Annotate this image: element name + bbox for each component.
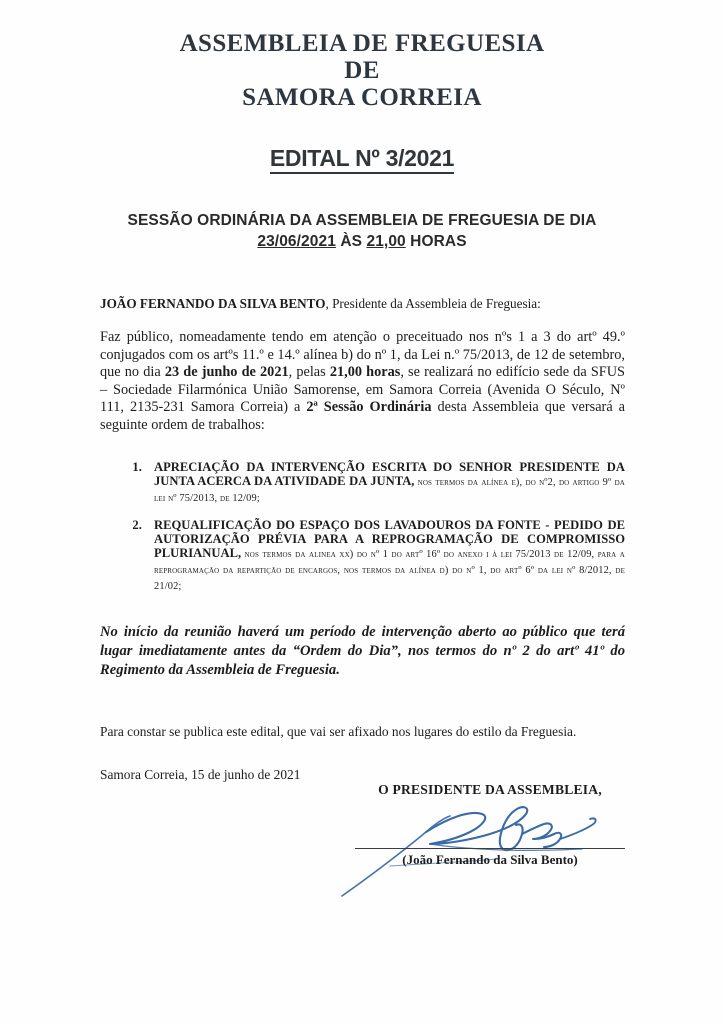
agenda-item-detail: nos termos da alinea xx) do nº 1 do artº 16º do anexo i à lei 75/2013 de 12/09, para a reprogramação da repartição de encargos, nos termos da alínea d) do nº 1, do artº 6º da lei nº 8/2012, de 21/02;: [154, 549, 625, 593]
handwritten-signature-icon: [330, 788, 640, 898]
signature-title: O PRESIDENTE DA ASSEMBLEIA,: [378, 782, 602, 797]
agenda-item: [145, 460, 625, 507]
agenda-list: [100, 460, 625, 595]
session-time: 21,00: [366, 233, 406, 250]
session-connector: ÀS: [335, 233, 367, 250]
preamble: [100, 296, 625, 312]
agenda-item-main: REQUALIFICAÇÃO DO ESPAÇO DOS LAVADOUROS DA FONTE - PEDIDO DE AUTORIZAÇÃO PRÉVIA PARA A REPROGRAMAÇÃO DE COMPROMISSO PLURIANUAL,: [154, 517, 625, 561]
session-suffix: HORAS: [405, 233, 467, 250]
public-intervention-notice: No início da reunião haverá um período de intervenção aberto ao público que terá lugar imediatamente antes da “Ordem do Dia”, nos termos do nº 2 do artº 41º do Regimento da Assembleia de Freguesia.: [100, 623, 625, 678]
main-paragraph-part-4: desta Assembleia que versará a seguinte ordem de trabalhos:: [100, 399, 626, 433]
session-date: 23/06/2021: [257, 233, 336, 250]
session-heading: [62, 210, 662, 252]
main-paragraph-part-1: Faz público, nomeadamente tendo em atenção o preceituado nos nºs 1 a 3 do artº 49.º conjugados com os artºs 11.º e 14.º alínea b) do nº 1, da Lei n.º 75/2013, de 12 de setembro, que no dia: [100, 329, 625, 380]
letterhead-line-3: SAMORA CORREIA: [242, 84, 482, 111]
main-paragraph-part-3: , se realizará no edifício sede da SFUS – Sociedade Filarmónica União Samorense, em Samora Correia (Avenida O Século, Nº 111, 2135-231 Samora Correia) a: [100, 364, 625, 415]
session-ordinal: 2ª Sessão Ordinária: [306, 399, 432, 415]
agenda-item-detail: nos termos da alínea e), do nº2, do artigo 9º da lei nº 75/2013, de 12/09;: [154, 477, 625, 505]
main-paragraph-part-2: , pelas: [288, 364, 330, 380]
edital-title-text: EDITAL Nº 3/2021: [270, 145, 454, 174]
letterhead: [0, 30, 724, 111]
meeting-date: 23 de junho de 2021: [164, 364, 289, 380]
document-body: [100, 296, 625, 783]
agenda-item: [145, 518, 625, 595]
main-paragraph: [100, 329, 625, 434]
closing-statement: Para constar se publica este edital, que vai ser afixado nos lugares do estilo da Freguesia.: [100, 723, 577, 739]
meeting-time: 21,00 horas: [329, 364, 401, 380]
letterhead-line-2: DE: [344, 57, 380, 84]
agenda-item-main: APRECIAÇÃO DA INTERVENÇÃO ESCRITA DO SENHOR PRESIDENTE DA JUNTA ACERCA DA ATIVIDADE DA JUNTA,: [154, 460, 625, 489]
edital-title: [0, 145, 724, 172]
president-role: , Presidente da Assembleia de Freguesia:: [325, 296, 541, 311]
signature-rule: [355, 848, 625, 849]
signature-block: [340, 782, 640, 902]
letterhead-line-1: ASSEMBLEIA DE FREGUESIA: [179, 30, 545, 57]
signature-name: (João Fernando da Silva Bento): [402, 852, 578, 867]
president-name: JOÃO FERNANDO DA SILVA BENTO: [100, 296, 326, 311]
place-and-date: Samora Correia, 15 de junho de 2021: [100, 766, 301, 782]
session-heading-line-1: SESSÃO ORDINÁRIA DA ASSEMBLEIA DE FREGUESIA DE DIA: [127, 212, 597, 229]
